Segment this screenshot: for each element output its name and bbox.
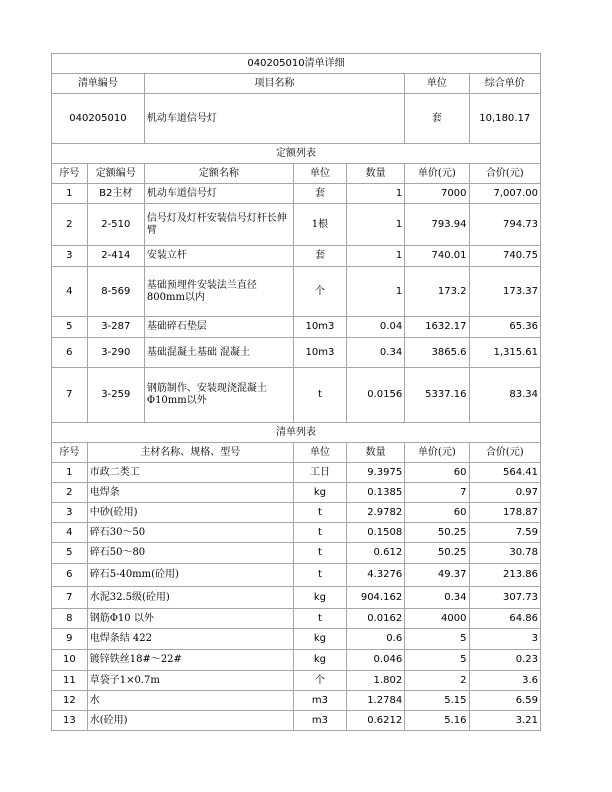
quota-qty: 1	[347, 267, 405, 317]
material-total: 64.86	[469, 609, 541, 629]
quota-qty: 1	[347, 184, 405, 204]
quota-price: 1632.17	[405, 317, 469, 338]
material-name: 水	[87, 691, 293, 711]
material-qty: 4.3276	[347, 564, 405, 587]
quota-no: 7	[52, 368, 88, 423]
quota-header-no: 序号	[52, 164, 88, 184]
material-no: 10	[52, 650, 88, 671]
quota-no: 2	[52, 204, 88, 246]
material-unit: kg	[293, 483, 346, 503]
material-name: 水(砼用)	[87, 711, 293, 731]
material-unit: t	[293, 503, 346, 523]
material-row	[52, 463, 541, 483]
quota-code: 3-259	[87, 368, 144, 423]
material-unit: kg	[293, 629, 346, 650]
quota-unit: 10m3	[293, 317, 346, 338]
quota-code: 3-287	[87, 317, 144, 338]
quota-price: 740.01	[405, 246, 469, 267]
material-header-qty: 数量	[347, 443, 405, 463]
material-price: 50.25	[405, 523, 469, 543]
bill-header-price: 综合单价	[469, 74, 541, 94]
material-header-price: 单价(元)	[405, 443, 469, 463]
material-row	[52, 691, 541, 711]
quota-header-row	[52, 164, 541, 184]
material-header-total: 合价(元)	[469, 443, 541, 463]
quota-code: 2-510	[87, 204, 144, 246]
material-name: 钢筋Φ10 以外	[87, 609, 293, 629]
quota-row	[52, 246, 541, 267]
material-qty: 0.1385	[347, 483, 405, 503]
quota-unit: 个	[293, 267, 346, 317]
material-price: 5	[405, 629, 469, 650]
quota-code: 8-569	[87, 267, 144, 317]
quota-header-total: 合价(元)	[469, 164, 541, 184]
quota-price: 793.94	[405, 204, 469, 246]
material-no: 6	[52, 564, 88, 587]
quota-name: 基础碎石垫层	[144, 317, 293, 338]
quota-header-name: 定额名称	[144, 164, 293, 184]
material-no: 11	[52, 671, 88, 691]
material-row	[52, 503, 541, 523]
quota-row	[52, 204, 541, 246]
material-qty: 904.162	[347, 587, 405, 609]
material-row	[52, 523, 541, 543]
quota-total: 65.36	[469, 317, 541, 338]
material-header-name: 主材名称、规格、型号	[87, 443, 293, 463]
quota-name: 基础混凝土基础 混凝土	[144, 338, 293, 368]
quota-code: 2-414	[87, 246, 144, 267]
quota-unit: 10m3	[293, 338, 346, 368]
material-no: 8	[52, 609, 88, 629]
quota-name: 安装立杆	[144, 246, 293, 267]
quota-header-code: 定额编号	[87, 164, 144, 184]
bill-header-name: 项目名称	[144, 74, 404, 94]
material-unit: t	[293, 523, 346, 543]
material-header-unit: 单位	[293, 443, 346, 463]
quota-total: 794.73	[469, 204, 541, 246]
material-price: 0.34	[405, 587, 469, 609]
material-no: 7	[52, 587, 88, 609]
bill-item-code: 040205010	[52, 94, 145, 144]
material-total: 3	[469, 629, 541, 650]
material-price: 60	[405, 503, 469, 523]
material-name: 草袋子1×0.7m	[87, 671, 293, 691]
material-row	[52, 609, 541, 629]
quota-header-price: 单价(元)	[405, 164, 469, 184]
material-total: 0.97	[469, 483, 541, 503]
material-no: 4	[52, 523, 88, 543]
material-price: 7	[405, 483, 469, 503]
material-unit: t	[293, 609, 346, 629]
material-qty: 0.6212	[347, 711, 405, 731]
material-unit: kg	[293, 587, 346, 609]
quota-name: 机动车道信号灯	[144, 184, 293, 204]
quota-section-row	[52, 144, 541, 164]
quota-qty: 1	[347, 246, 405, 267]
bill-header-code: 清单编号	[52, 74, 145, 94]
quota-price: 7000	[405, 184, 469, 204]
quota-price: 173.2	[405, 267, 469, 317]
bill-item-price: 10,180.17	[469, 94, 541, 144]
quota-row	[52, 267, 541, 317]
material-total: 3.6	[469, 671, 541, 691]
bill-item-unit: 套	[405, 94, 469, 144]
material-total: 213.86	[469, 564, 541, 587]
material-qty: 0.0162	[347, 609, 405, 629]
material-qty: 0.1508	[347, 523, 405, 543]
material-qty: 1.2784	[347, 691, 405, 711]
material-no: 9	[52, 629, 88, 650]
material-name: 碎石30～50	[87, 523, 293, 543]
quota-section-title: 定额列表	[52, 144, 541, 164]
quota-no: 4	[52, 267, 88, 317]
material-unit: m3	[293, 711, 346, 731]
material-unit: t	[293, 543, 346, 564]
material-price: 5	[405, 650, 469, 671]
quota-no: 3	[52, 246, 88, 267]
material-no: 12	[52, 691, 88, 711]
quota-name: 钢筋制作、安装现浇混凝土Φ10mm以外	[144, 368, 293, 423]
material-section-title: 清单列表	[52, 423, 541, 443]
material-price: 4000	[405, 609, 469, 629]
bill-header-unit: 单位	[405, 74, 469, 94]
quota-name: 信号灯及灯杆安装信号灯杆长伸臂	[144, 204, 293, 246]
sheet-title: 040205010清单详细	[52, 54, 541, 74]
material-name: 镀锌铁丝18#～22#	[87, 650, 293, 671]
material-qty: 9.3975	[347, 463, 405, 483]
material-total: 307.73	[469, 587, 541, 609]
quota-unit: t	[293, 368, 346, 423]
material-name: 电焊条结 422	[87, 629, 293, 650]
quota-qty: 0.0156	[347, 368, 405, 423]
material-unit: 个	[293, 671, 346, 691]
material-header-no: 序号	[52, 443, 88, 463]
material-row	[52, 629, 541, 650]
material-no: 13	[52, 711, 88, 731]
material-price: 5.16	[405, 711, 469, 731]
bill-header-row	[52, 74, 541, 94]
material-total: 6.59	[469, 691, 541, 711]
quota-row	[52, 368, 541, 423]
material-qty: 1.802	[347, 671, 405, 691]
material-unit: m3	[293, 691, 346, 711]
quota-total: 83.34	[469, 368, 541, 423]
quota-qty: 0.34	[347, 338, 405, 368]
material-row	[52, 671, 541, 691]
quota-code: B2主材	[87, 184, 144, 204]
material-row	[52, 650, 541, 671]
material-row	[52, 564, 541, 587]
material-name: 电焊条	[87, 483, 293, 503]
material-qty: 0.6	[347, 629, 405, 650]
material-row	[52, 483, 541, 503]
material-row	[52, 543, 541, 564]
material-price: 5.15	[405, 691, 469, 711]
bill-item-name: 机动车道信号灯	[144, 94, 404, 144]
material-price: 49.37	[405, 564, 469, 587]
material-total: 0.23	[469, 650, 541, 671]
quota-unit: 1根	[293, 204, 346, 246]
quota-header-unit: 单位	[293, 164, 346, 184]
material-name: 中砂(砼用)	[87, 503, 293, 523]
material-no: 1	[52, 463, 88, 483]
quota-total: 1,315.61	[469, 338, 541, 368]
material-total: 3.21	[469, 711, 541, 731]
bill-detail-table	[51, 53, 541, 731]
material-row	[52, 711, 541, 731]
material-no: 2	[52, 483, 88, 503]
material-unit: kg	[293, 650, 346, 671]
material-no: 3	[52, 503, 88, 523]
material-qty: 2.9782	[347, 503, 405, 523]
material-price: 60	[405, 463, 469, 483]
material-row	[52, 587, 541, 609]
quota-qty: 1	[347, 204, 405, 246]
material-total: 30.78	[469, 543, 541, 564]
material-total: 178.87	[469, 503, 541, 523]
material-total: 564.41	[469, 463, 541, 483]
quota-no: 6	[52, 338, 88, 368]
material-name: 市政二类工	[87, 463, 293, 483]
quota-row	[52, 338, 541, 368]
quota-header-qty: 数量	[347, 164, 405, 184]
material-price: 2	[405, 671, 469, 691]
quota-no: 1	[52, 184, 88, 204]
material-name: 碎石5-40mm(砼用)	[87, 564, 293, 587]
material-unit: 工日	[293, 463, 346, 483]
material-section-row	[52, 423, 541, 443]
quota-unit: 套	[293, 184, 346, 204]
material-header-row	[52, 443, 541, 463]
quota-price: 5337.16	[405, 368, 469, 423]
quota-row	[52, 184, 541, 204]
title-row	[52, 54, 541, 74]
quota-row	[52, 317, 541, 338]
quota-name: 基础预埋件安装法兰直径800mm以内	[144, 267, 293, 317]
quota-total: 173.37	[469, 267, 541, 317]
quota-total: 740.75	[469, 246, 541, 267]
quota-qty: 0.04	[347, 317, 405, 338]
quota-code: 3-290	[87, 338, 144, 368]
material-total: 7.59	[469, 523, 541, 543]
material-no: 5	[52, 543, 88, 564]
material-name: 碎石50～80	[87, 543, 293, 564]
material-unit: t	[293, 564, 346, 587]
quota-unit: 套	[293, 246, 346, 267]
quota-total: 7,007.00	[469, 184, 541, 204]
material-price: 50.25	[405, 543, 469, 564]
quota-price: 3865.6	[405, 338, 469, 368]
material-qty: 0.046	[347, 650, 405, 671]
bill-item-row	[52, 94, 541, 144]
material-qty: 0.612	[347, 543, 405, 564]
quota-no: 5	[52, 317, 88, 338]
material-name: 水泥32.5级(砼用)	[87, 587, 293, 609]
